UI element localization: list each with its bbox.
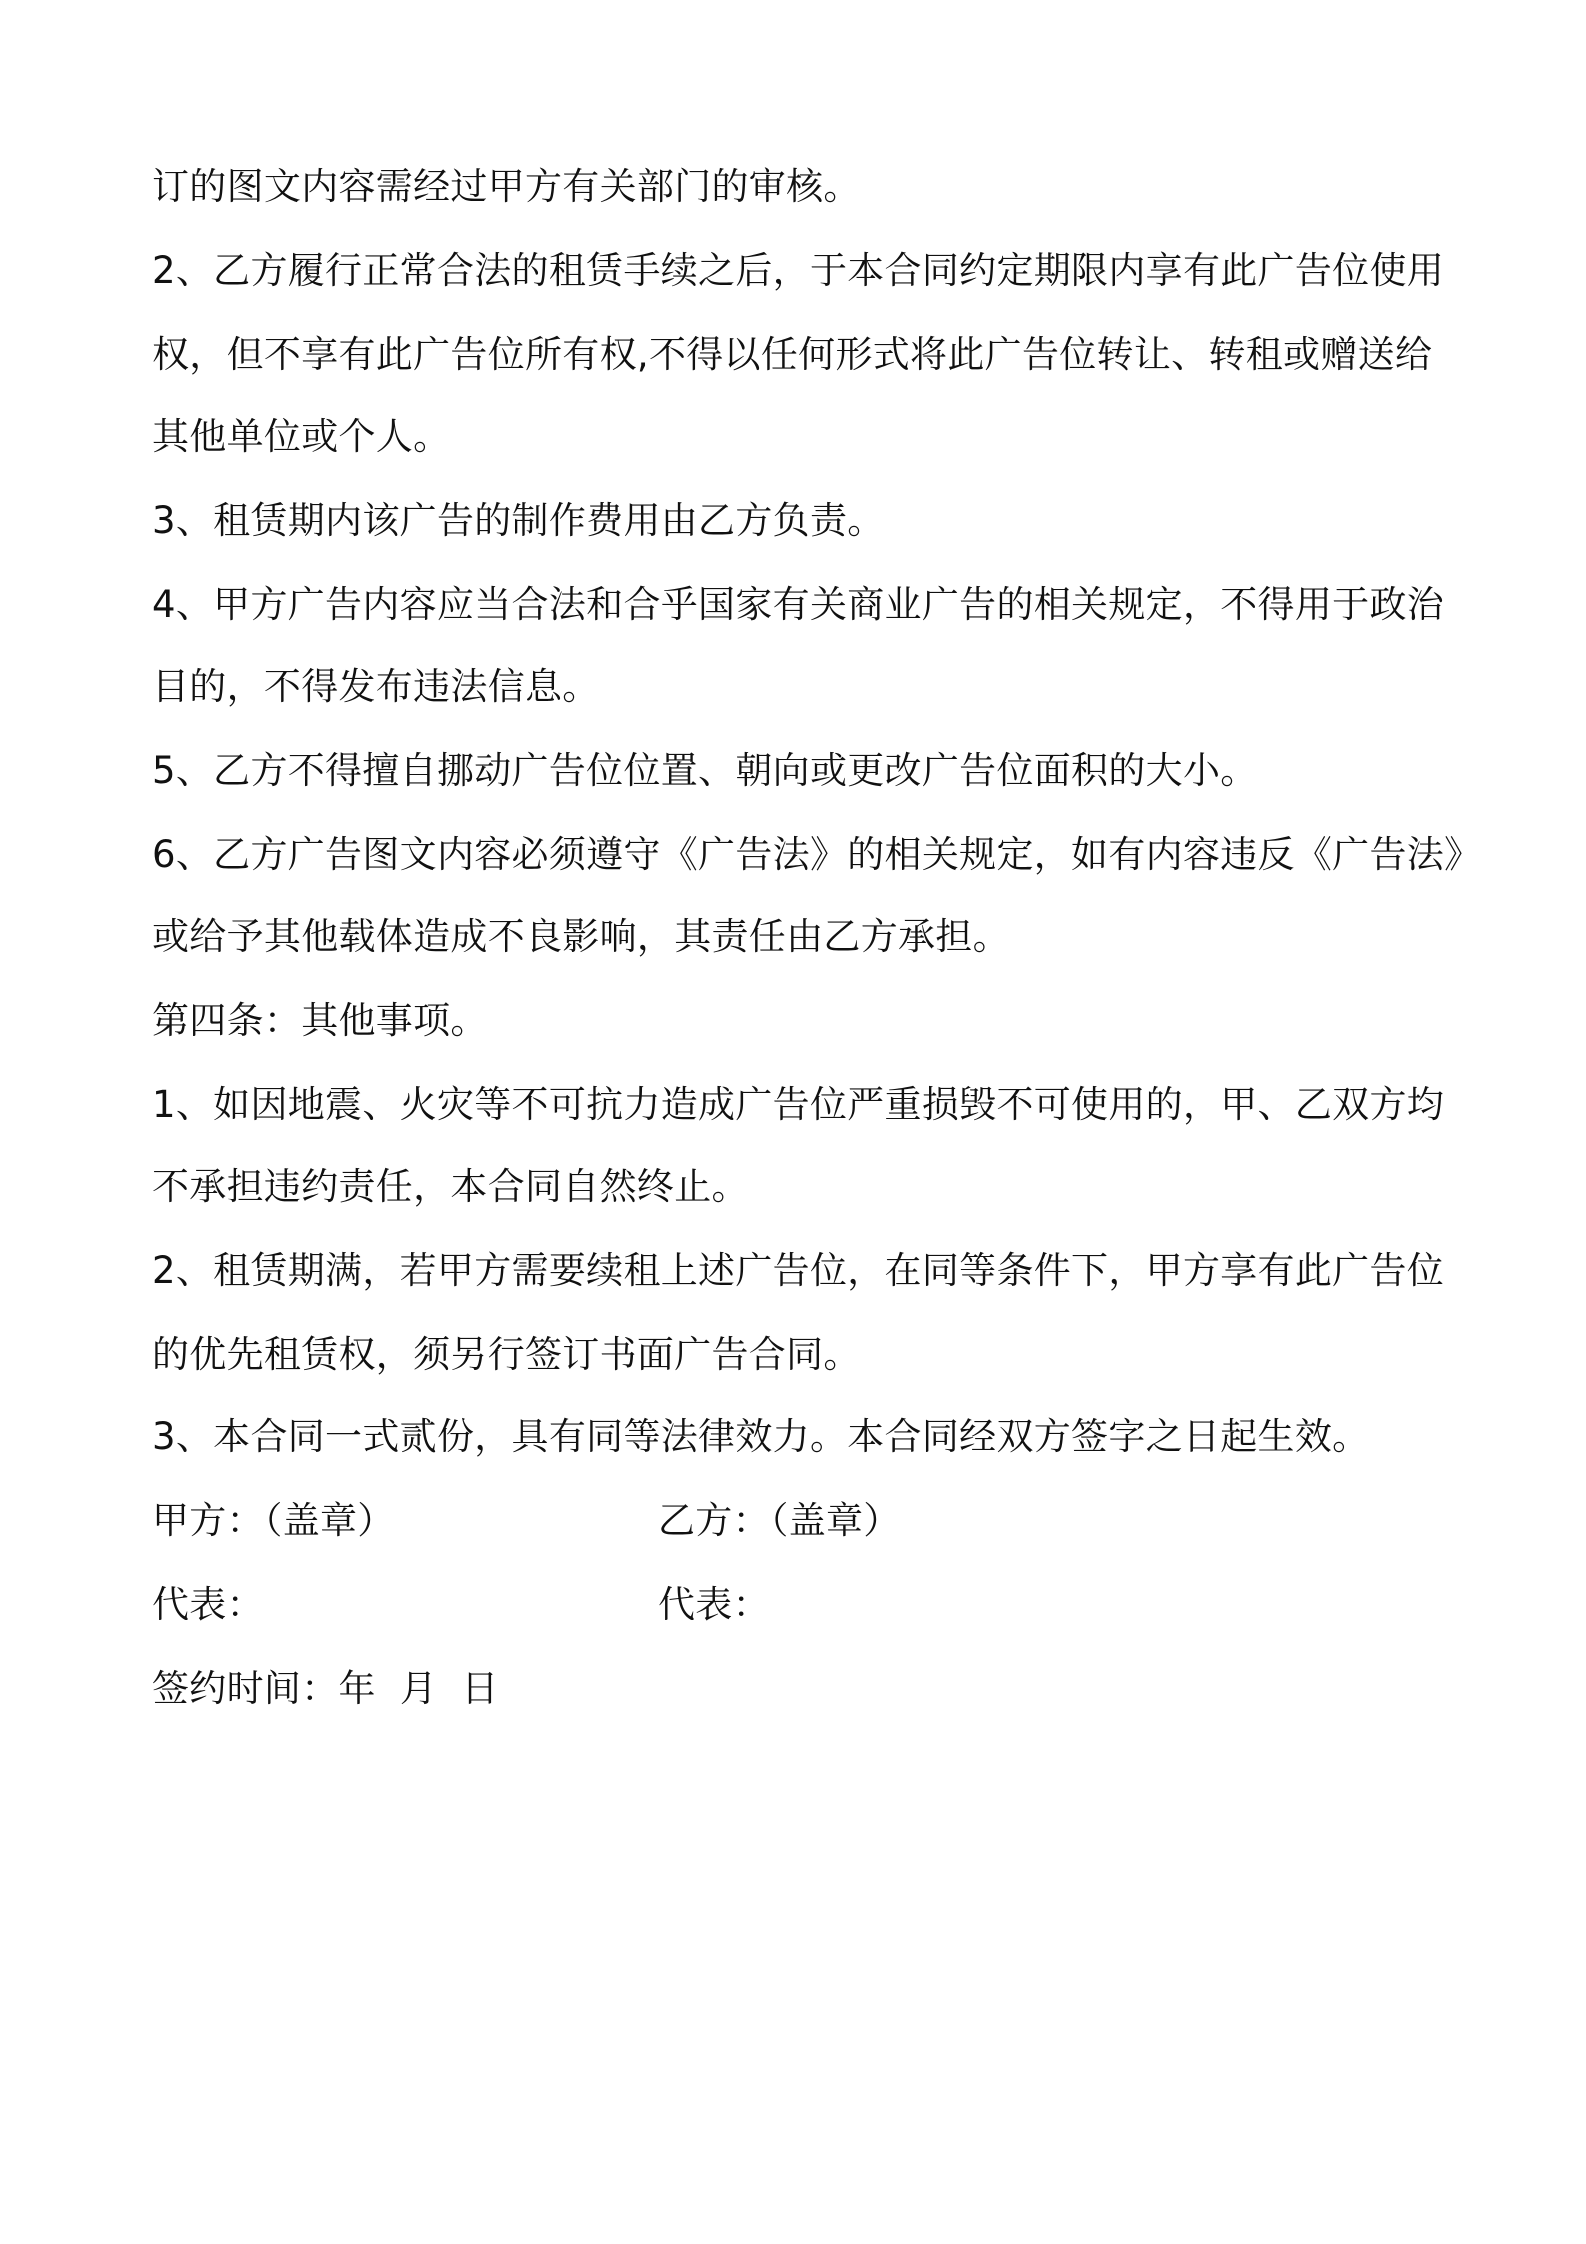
- text-line: 6、乙方广告图文内容必须遵守《广告法》的相关规定，如有内容违反《广告法》: [152, 833, 1482, 876]
- party-a-representative: 代表：: [152, 1583, 264, 1626]
- text-line: 的优先租赁权，须另行签订书面广告合同。: [152, 1333, 861, 1376]
- text-line: 5、乙方不得擅自挪动广告位位置、朝向或更改广告位面积的大小。: [152, 749, 1258, 792]
- text-line: 权，但不享有此广告位所有权,不得以任何形式将此广告位转让、转租或赠送给: [152, 333, 1433, 376]
- text-line: 不承担违约责任，本合同自然终止。: [152, 1165, 749, 1208]
- text-line: 其他单位或个人。: [152, 415, 451, 458]
- party-a-seal: 甲方：（盖章）: [152, 1499, 395, 1542]
- text-line: 4、甲方广告内容应当合法和合乎国家有关商业广告的相关规定，不得用于政治: [152, 583, 1445, 626]
- text-line: 3、租赁期内该广告的制作费用由乙方负责。: [152, 499, 885, 542]
- text-line: 2、租赁期满，若甲方需要续租上述广告位，在同等条件下，甲方享有此广告位: [152, 1249, 1445, 1292]
- section-heading: 第四条：其他事项。: [152, 999, 488, 1042]
- text-line: 2、乙方履行正常合法的租赁手续之后，于本合同约定期限内享有此广告位使用: [152, 249, 1445, 292]
- text-line: 订的图文内容需经过甲方有关部门的审核。: [152, 165, 861, 208]
- party-b-representative: 代表：: [658, 1583, 770, 1626]
- text-line: 3、本合同一式贰份，具有同等法律效力。本合同经双方签字之日起生效。: [152, 1415, 1370, 1458]
- text-line: 或给予其他载体造成不良影响，其责任由乙方承担。: [152, 915, 1010, 958]
- signing-date: 签约时间：年 月 日: [152, 1667, 499, 1710]
- party-b-seal: 乙方：（盖章）: [658, 1499, 901, 1542]
- text-line: 目的，不得发布违法信息。: [152, 665, 600, 708]
- text-line: 1、如因地震、火灾等不可抗力造成广告位严重损毁不可使用的，甲、乙双方均: [152, 1083, 1445, 1126]
